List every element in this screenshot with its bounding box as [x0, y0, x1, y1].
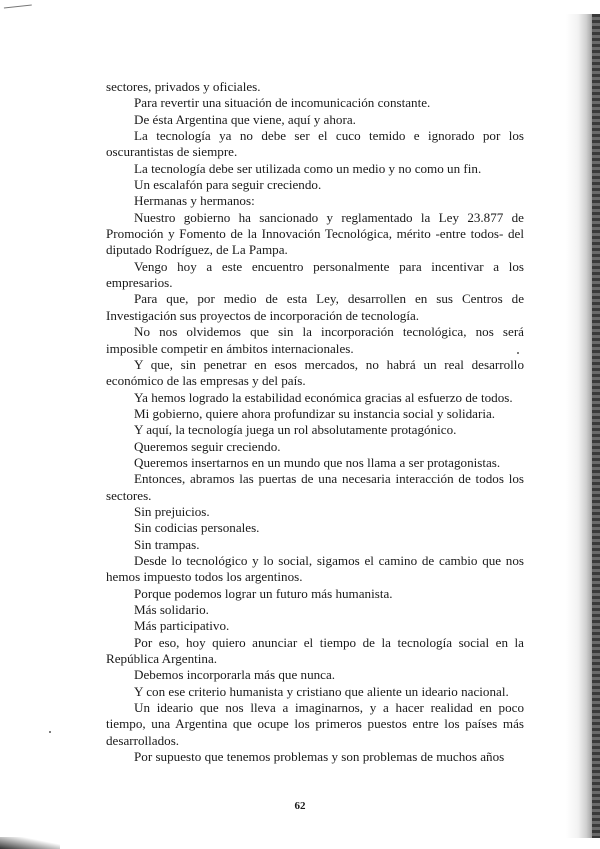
paragraph: sectores, privados y oficiales.	[106, 79, 261, 94]
paragraph: Más participativo.	[134, 618, 230, 634]
scan-edge-strip	[592, 14, 600, 838]
paragraph: Hermanas y hermanos:	[134, 193, 255, 209]
paragraph: Entonces, abramos las puertas de una necesaria interacción de todos los sectores.	[106, 471, 524, 503]
paragraph: Queremos seguir creciendo.	[134, 438, 281, 454]
paragraph: Desde lo tecnológico y lo social, sigamos el camino de cambio que nos hemos impuesto todos los argentinos.	[106, 552, 524, 585]
paragraph: Por eso, hoy quiero anunciar el tiempo de la tecnología social en la República Argentina.	[106, 634, 524, 667]
corner-mark	[4, 5, 32, 12]
paragraph: Porque podemos lograr un futuro más humanista.	[134, 585, 393, 601]
paragraph: Ya hemos logrado la estabilidad económica gracias al esfuerzo de todos.	[134, 389, 513, 405]
paragraph: Nuestro gobierno ha sancionado y reglamentado la Ley 23.877 de Promoción y Fomento de la Innovación Tecnológica, mérito -entre todos- del diputado Rodríguez, de La Pampa.	[106, 209, 524, 258]
paragraph: Un ideario que nos lleva a imaginarnos, y a hacer realidad en poco tiempo, una Argentina que ocupe los primeros puestos entre los países más desarrollados.	[106, 700, 524, 748]
paragraph: Sin trampas.	[134, 536, 200, 552]
paragraph: De ésta Argentina que viene, aquí y ahora.	[134, 111, 356, 127]
paragraph: Un escalafón para seguir creciendo.	[134, 177, 322, 193]
paragraph: Vengo hoy a este encuentro personalmente para incentivar a los empresarios.	[106, 258, 524, 291]
paragraph: La tecnología debe ser utilizada como un medio y no como un fin.	[134, 160, 482, 176]
body-text	[106, 79, 524, 765]
paragraph: Y aquí, la tecnología juega un rol absolutamente protagónico.	[134, 422, 457, 438]
paragraph: Mi gobierno, quiere ahora profundizar su instancia social y solidaria.	[134, 405, 496, 421]
paragraph: Por supuesto que tenemos problemas y son problemas de muchos años	[134, 749, 505, 765]
paragraph: No nos olvidemos que sin la incorporación tecnológica, nos será imposible competir en ámbitos internacionales.	[106, 324, 524, 356]
paragraph: Para revertir una situación de incomunicación constante.	[134, 95, 431, 111]
paragraph: La tecnología ya no debe ser el cuco temido e ignorado por los oscurantistas de siempre.	[106, 128, 524, 160]
paragraph: Queremos insertarnos en un mundo que nos llama a ser protagonistas.	[134, 454, 501, 470]
paragraph: Sin prejuicios.	[134, 503, 210, 519]
paragraph: Más solidario.	[134, 602, 209, 617]
bottom-left-shadow	[0, 837, 60, 849]
paragraph: Y con ese criterio humanista y cristiano que aliente un ideario nacional.	[134, 683, 509, 699]
paragraph: Para que, por medio de esta Ley, desarrollen en sus Centros de Investigación sus proyectos de incorporación de tecnología.	[106, 291, 524, 323]
scan-speck	[49, 731, 51, 733]
paragraph: Y que, sin penetrar en esos mercados, no habrá un real desarrollo económico de las empresas y del país.	[106, 356, 524, 389]
paragraph: Debemos incorporarla más que nunca.	[134, 667, 336, 683]
paragraph: Sin codicias personales.	[134, 520, 260, 536]
page-number: 62	[294, 800, 306, 812]
